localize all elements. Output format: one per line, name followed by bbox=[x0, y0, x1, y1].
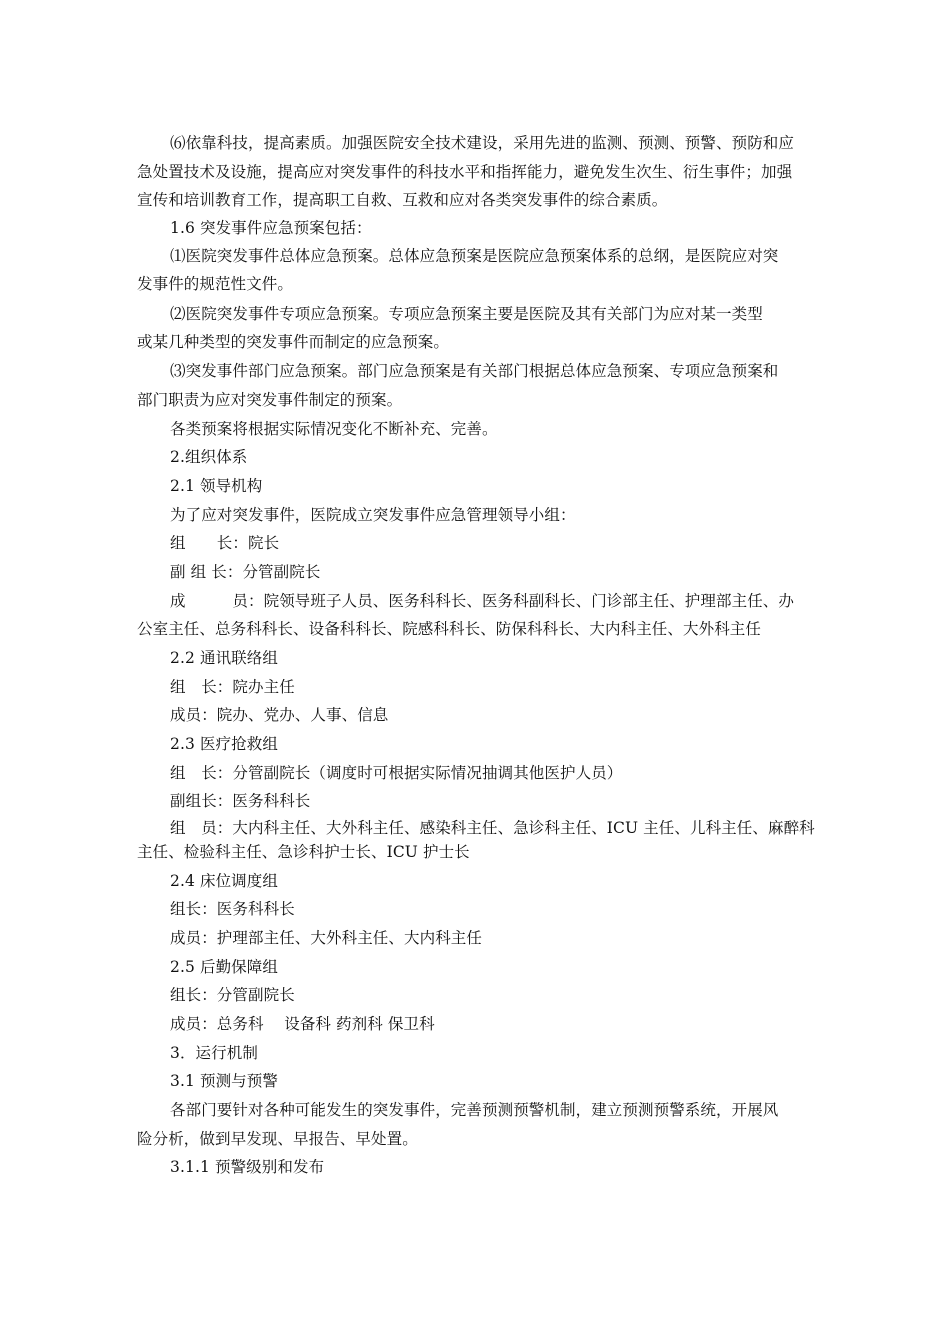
paragraph-line: 部门职责为应对突发事件制定的预案。 bbox=[137, 391, 403, 409]
paragraph-line: 成员：总务科 设备科 药剂科 保卫科 bbox=[170, 1015, 435, 1033]
paragraph-line: 各类预案将根据实际情况变化不断补充、完善。 bbox=[170, 420, 498, 438]
paragraph-line: 组 员：大内科主任、大外科主任、感染科主任、急诊科主任、ICU 主任、儿科主任、麻醉科 bbox=[170, 819, 815, 837]
section-heading: 2.1 领导机构 bbox=[170, 477, 263, 495]
paragraph-line: 或某几种类型的突发事件而制定的应急预案。 bbox=[137, 333, 450, 351]
paragraph-line: 宣传和培训教育工作，提高职工自救、互救和应对各类突发事件的综合素质。 bbox=[137, 191, 668, 209]
paragraph-line: 发事件的规范性文件。 bbox=[137, 275, 294, 293]
paragraph-line: 副组长：医务科科长 bbox=[170, 792, 311, 810]
section-heading: 3.1 预测与预警 bbox=[170, 1072, 278, 1090]
paragraph-line: 公室主任、总务科科长、设备科科长、院感科科长、防保科科长、大内科主任、大外科主任 bbox=[137, 620, 762, 638]
section-heading: 3.1.1 预警级别和发布 bbox=[170, 1158, 325, 1176]
section-heading: 3．运行机制 bbox=[170, 1044, 258, 1062]
paragraph-line: 组 长：分管副院长（调度时可根据实际情况抽调其他医护人员） bbox=[170, 764, 623, 782]
section-heading: 2.组织体系 bbox=[170, 448, 248, 466]
paragraph-line: 组长：医务科科长 bbox=[170, 900, 295, 918]
paragraph-line: ⑴医院突发事件总体应急预案。总体应急预案是医院应急预案体系的总纲，是医院应对突 bbox=[170, 247, 779, 265]
section-heading: 2.4 床位调度组 bbox=[170, 872, 278, 890]
section-heading: 2.3 医疗抢救组 bbox=[170, 735, 278, 753]
paragraph-line: 组 长：院长 bbox=[170, 534, 280, 552]
paragraph-line: 成 员：院领导班子人员、医务科科长、医务科副科长、门诊部主任、护理部主任、办 bbox=[170, 592, 795, 610]
section-heading: 2.5 后勤保障组 bbox=[170, 958, 278, 976]
paragraph-line: 各部门要针对各种可能发生的突发事件，完善预测预警机制，建立预测预警系统，开展风 bbox=[170, 1101, 779, 1119]
paragraph-line: ⑶突发事件部门应急预案。部门应急预案是有关部门根据总体应急预案、专项应急预案和 bbox=[170, 362, 779, 380]
section-heading: 1.6 突发事件应急预案包括： bbox=[170, 219, 372, 237]
paragraph-line: 成员：院办、党办、人事、信息 bbox=[170, 706, 389, 724]
paragraph-line: 副 组 长：分管副院长 bbox=[170, 563, 321, 581]
paragraph-line: 主任、检验科主任、急诊科护士长、ICU 护士长 bbox=[137, 843, 470, 861]
paragraph-line: ⑹依靠科技，提高素质。加强医院安全技术建设，采用先进的监测、预测、预警、预防和应 bbox=[170, 134, 795, 152]
paragraph-line: 成员：护理部主任、大外科主任、大内科主任 bbox=[170, 929, 483, 947]
paragraph-line: 组长：分管副院长 bbox=[170, 986, 295, 1004]
section-heading: 2.2 通讯联络组 bbox=[170, 649, 278, 667]
paragraph-line: 组 长：院办主任 bbox=[170, 678, 295, 696]
paragraph-line: ⑵医院突发事件专项应急预案。专项应急预案主要是医院及其有关部门为应对某一类型 bbox=[170, 305, 763, 323]
paragraph-line: 险分析，做到早发现、早报告、早处置。 bbox=[137, 1130, 418, 1148]
paragraph-line: 急处置技术及设施，提高应对突发事件的科技水平和指挥能力，避免发生次生、衍生事件；加强 bbox=[137, 163, 793, 181]
paragraph-line: 为了应对突发事件，医院成立突发事件应急管理领导小组： bbox=[170, 506, 576, 524]
